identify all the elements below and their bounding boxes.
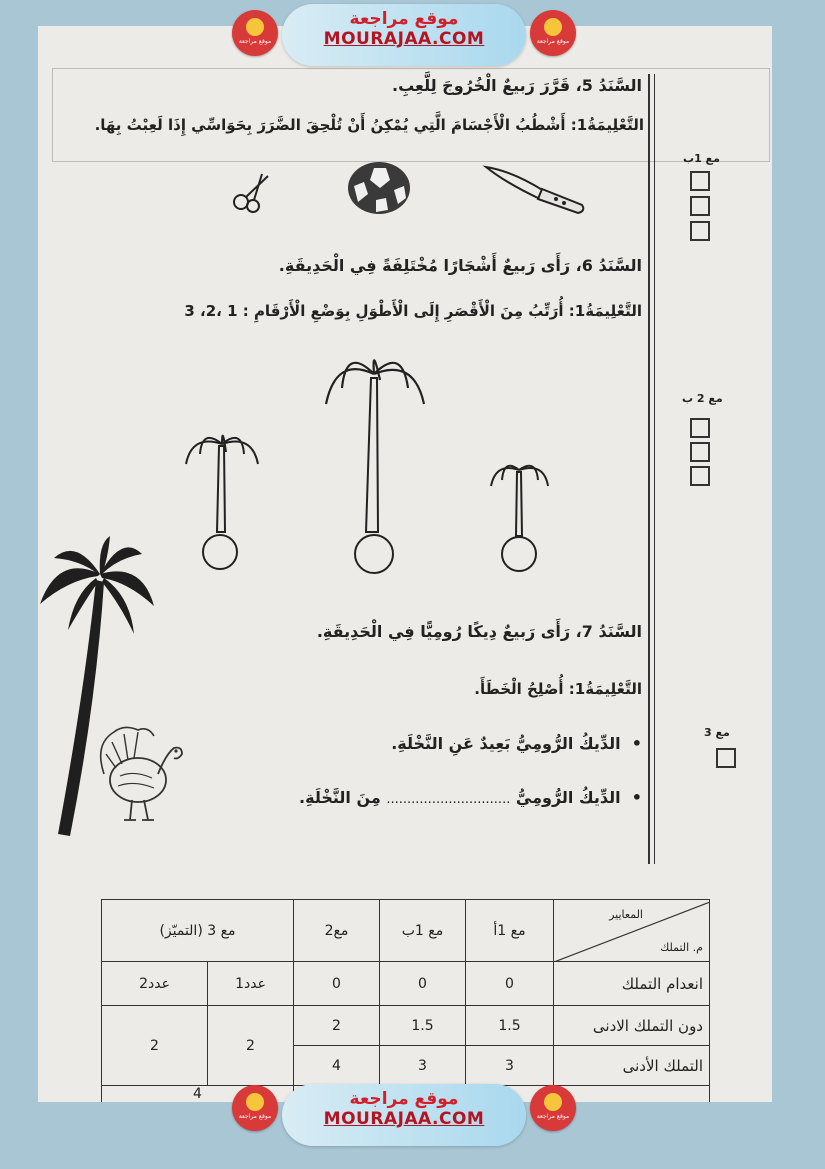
- answer-blank[interactable]: ..............................: [386, 792, 511, 807]
- rubric-cell: 1.5: [380, 1006, 466, 1046]
- criteria-label-5: مع 1ب: [683, 152, 720, 165]
- rubric-subheader: عدد1: [208, 962, 294, 1006]
- criteria-checkbox[interactable]: [716, 748, 736, 768]
- statement-correction: • الدِّيكُ الرُّومِيُّ .............................. مِنَ النَّخْلَةِ.: [299, 788, 642, 807]
- levels-header: م. التملك: [660, 940, 703, 954]
- instruction-5: التَّعْلِيمَةُ1: أَشْطُبُ الْأَجْسَامَ الَّتِي يُمْكِنُ أَنْ تُلْحِقَ الضَّرَرَ بِحَوَاسِّي إِذَا لَعِبْتُ بِهَا.: [94, 116, 644, 134]
- rubric-row-label: دون التملك الادنى: [554, 1006, 710, 1046]
- instruction-6: التَّعْلِيمَةُ1: أُرَتِّبُ مِنَ الْأَقْصَرِ إِلَى الْأَطْوَلِ بِوَضْعِ الْأَرْقَامِ : 1 ،2، 3: [184, 302, 642, 320]
- situation-6: السَّنَدُ 6، رَأَى رَبيعٌ أَشْجَارًا مُخْتَلِفَةً فِي الْحَدِيقَةِ.: [278, 256, 642, 275]
- rubric-cell: 2: [102, 1006, 208, 1086]
- rubric-cell: 3: [380, 1046, 466, 1086]
- statement-wrong: • الدِّيكُ الرُّومِيُّ بَعِيدٌ عَنِ النَّخْلَةِ.: [391, 734, 642, 753]
- knife-icon: [482, 161, 588, 217]
- worksheet-page: [38, 26, 772, 1102]
- assessment-rubric-table: [101, 899, 710, 1102]
- rubric-header: مع 1أ: [466, 900, 554, 962]
- site-logo-bottom-right: موقع مراجعة: [530, 1085, 576, 1131]
- scissors-icon: [228, 170, 278, 214]
- criteria-checkbox[interactable]: [690, 221, 710, 241]
- margin-divider: [648, 74, 650, 864]
- turkey-icon: [94, 724, 190, 824]
- site-logo-top-left: موقع مراجعة: [232, 10, 278, 56]
- site-logo-top-right: موقع مراجعة: [530, 10, 576, 56]
- rubric-cell: 0: [294, 962, 380, 1006]
- criteria-checkbox[interactable]: [690, 171, 710, 191]
- criteria-header: المعايير: [609, 907, 643, 921]
- rubric-row-label: انعدام التملك: [554, 962, 710, 1006]
- palm-tree-small-left: [182, 424, 262, 574]
- rubric-row-label: التملك الأدنى: [554, 1046, 710, 1086]
- rubric-cell: 4: [102, 1086, 294, 1103]
- rubric-cell: 4: [294, 1046, 380, 1086]
- criteria-label-7: مع 3: [704, 726, 730, 739]
- criteria-checkbox[interactable]: [690, 418, 710, 438]
- header-banner[interactable]: [282, 4, 526, 66]
- footer-banner[interactable]: [282, 1084, 526, 1146]
- site-name-ar: موقع مراجعة: [349, 9, 459, 29]
- rubric-header: مع 1ب: [380, 900, 466, 962]
- rubric-cell: 3: [466, 1046, 554, 1086]
- rubric-cell: 2: [208, 1006, 294, 1086]
- rubric-subheader: عدد2: [102, 962, 208, 1006]
- site-name-ar: موقع مراجعة: [349, 1089, 459, 1109]
- criteria-checkbox[interactable]: [690, 442, 710, 462]
- site-logo-bottom-left: موقع مراجعة: [232, 1085, 278, 1131]
- site-domain[interactable]: MOURAJAA.COM: [323, 29, 485, 49]
- criteria-checkbox[interactable]: [690, 466, 710, 486]
- rubric-cell: 0: [380, 962, 466, 1006]
- situation-5: السَّنَدُ 5، قَرَّرَ رَبيعٌ الْخُرُوجَ لِلَّعِبِ.: [392, 76, 642, 95]
- site-domain[interactable]: MOURAJAA.COM: [323, 1109, 485, 1129]
- rubric-header: مع2: [294, 900, 380, 962]
- rubric-corner: [554, 900, 710, 962]
- criteria-label-6: مع 2 ب: [682, 392, 723, 405]
- instruction-7: التَّعْلِيمَةُ1: أُصْلِحُ الْخَطَأَ.: [474, 680, 642, 698]
- football-icon: [346, 160, 412, 216]
- criteria-checkbox[interactable]: [690, 196, 710, 216]
- rubric-header: مع 3 (التميّز): [102, 900, 294, 962]
- rubric-cell: 0: [466, 962, 554, 1006]
- rubric-cell: 2: [294, 1006, 380, 1046]
- palm-tree-medium-right: [488, 456, 550, 576]
- rubric-cell: 1.5: [466, 1006, 554, 1046]
- rubric-cell: [554, 1086, 710, 1103]
- margin-divider: [654, 74, 655, 864]
- palm-tree-tall-middle: [322, 344, 428, 576]
- situation-7: السَّنَدُ 7، رَأَى رَبيعٌ دِيكًا رُومِيًّا فِي الْحَدِيقَةِ.: [316, 622, 642, 641]
